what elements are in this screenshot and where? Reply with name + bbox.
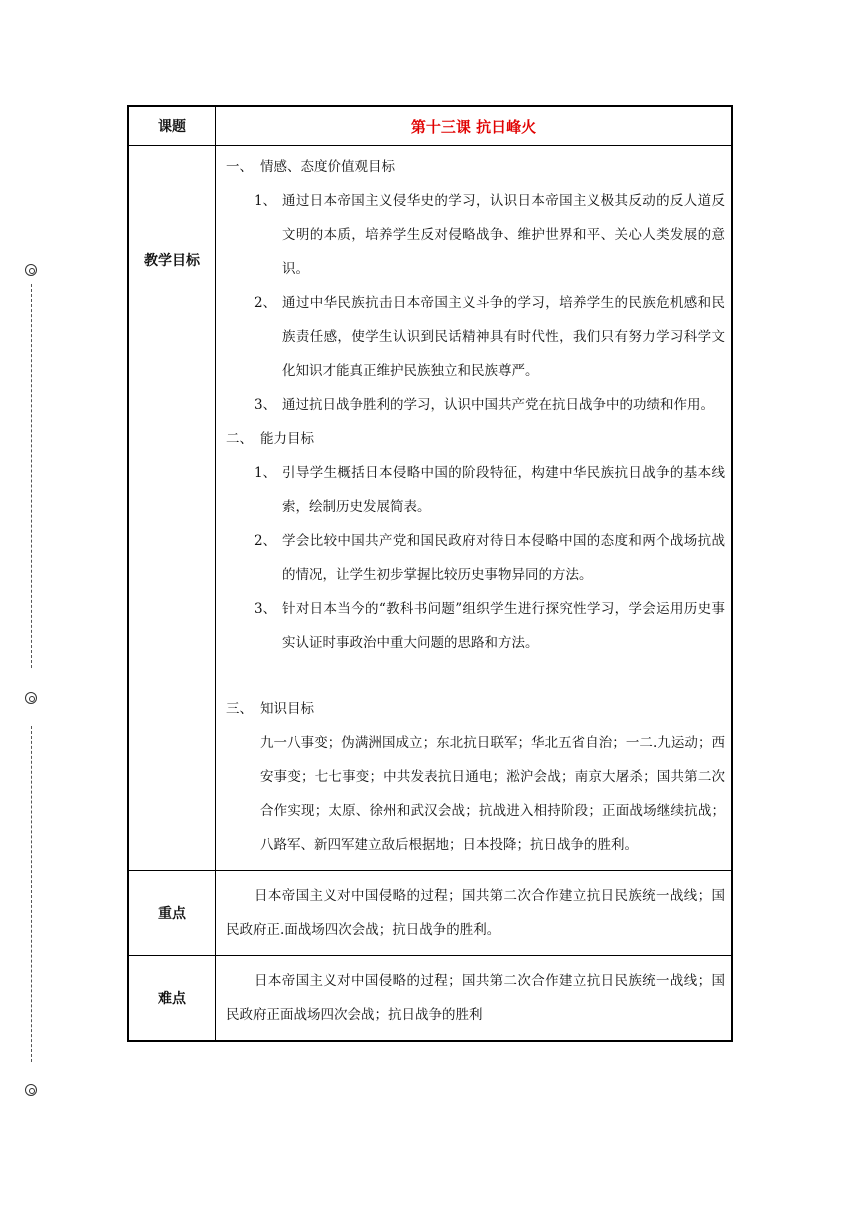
item-number: 2、 bbox=[254, 533, 277, 549]
binding-hole-icon bbox=[25, 1084, 37, 1096]
list-item bbox=[226, 184, 725, 286]
section-heading: 情感、态度价值观目标 bbox=[260, 159, 395, 175]
section-knowledge bbox=[226, 692, 725, 726]
key-points-label: 重点 bbox=[128, 871, 216, 956]
difficulties-row bbox=[128, 956, 732, 1042]
list-item bbox=[226, 388, 725, 422]
spacer bbox=[226, 660, 725, 692]
binding-hole-icon bbox=[25, 692, 37, 704]
item-number: 1、 bbox=[254, 465, 277, 481]
item-text: 引导学生概括日本侵略中国的阶段特征，构建中华民族抗日战争的基本线索，绘制历史发展简表。 bbox=[282, 465, 725, 515]
binding-margin bbox=[25, 258, 39, 1098]
item-text: 通过中华民族抗击日本帝国主义斗争的学习，培养学生的民族危机感和民族责任感，使学生认识到民话精神具有时代性，我们只有努力学习科学文化知识才能真正维护民族独立和民族尊严。 bbox=[282, 295, 725, 379]
binding-dashed-line bbox=[31, 726, 32, 1062]
section-heading: 能力目标 bbox=[260, 431, 314, 447]
item-text: 学会比较中国共产党和国民政府对待日本侵略中国的态度和两个战场抗战的情况，让学生初步掌握比较历史事物异同的方法。 bbox=[282, 533, 725, 583]
key-points-row bbox=[128, 871, 732, 956]
section-affective bbox=[226, 150, 725, 184]
list-item bbox=[226, 456, 725, 524]
list-item bbox=[226, 592, 725, 660]
objectives-label: 教学目标 bbox=[128, 146, 216, 871]
item-number: 1、 bbox=[254, 193, 277, 209]
item-text: 通过日本帝国主义侵华史的学习，认识日本帝国主义极其反动的反人道反文明的本质，培养学生反对侵略战争、维护世界和平、关心人类发展的意识。 bbox=[282, 193, 725, 277]
difficulties-label: 难点 bbox=[128, 956, 216, 1042]
section-number: 一、 bbox=[226, 159, 253, 175]
item-number: 3、 bbox=[254, 397, 277, 413]
binding-hole-icon bbox=[25, 264, 37, 276]
list-item bbox=[226, 524, 725, 592]
section-ability bbox=[226, 422, 725, 456]
lesson-plan-table bbox=[127, 105, 733, 1042]
item-text: 通过抗日战争胜利的学习，认识中国共产党在抗日战争中的功绩和作用。 bbox=[282, 397, 714, 413]
item-text: 针对日本当今的“教科书问题”组织学生进行探究性学习，学会运用历史事实认证时事政治中重大问题的思路和方法。 bbox=[282, 601, 725, 651]
lesson-title: 第十三课 抗日峰火 bbox=[216, 106, 733, 146]
binding-dashed-line bbox=[31, 284, 32, 668]
subject-label: 课题 bbox=[128, 106, 216, 146]
objectives-cell bbox=[216, 146, 733, 871]
key-points-text: 日本帝国主义对中国侵略的过程；国共第二次合作建立抗日民族统一战线；国民政府正.面战场四次会战；抗日战争的胜利。 bbox=[226, 888, 725, 938]
section-number: 三、 bbox=[226, 701, 253, 717]
section-number: 二、 bbox=[226, 431, 253, 447]
knowledge-points: 九一八事变；伪满洲国成立；东北抗日联军；华北五省自治；一二.九运动；西安事变；七七事变；中共发表抗日通电；淞沪会战；南京大屠杀；国共第二次合作实现；太原、徐州和武汉会战；抗战进入相持阶段；正面战场继续抗战；八路军、新四军建立敌后根据地；日本投降；抗日战争的胜利。 bbox=[260, 735, 725, 853]
item-number: 3、 bbox=[254, 601, 277, 617]
objectives-row bbox=[128, 146, 732, 871]
list-item bbox=[226, 286, 725, 388]
difficulties-text: 日本帝国主义对中国侵略的过程；国共第二次合作建立抗日民族统一战线；国民政府正面战场四次会战；抗日战争的胜利 bbox=[226, 973, 725, 1023]
title-row bbox=[128, 106, 732, 146]
item-number: 2、 bbox=[254, 295, 277, 311]
section-heading: 知识目标 bbox=[260, 701, 314, 717]
